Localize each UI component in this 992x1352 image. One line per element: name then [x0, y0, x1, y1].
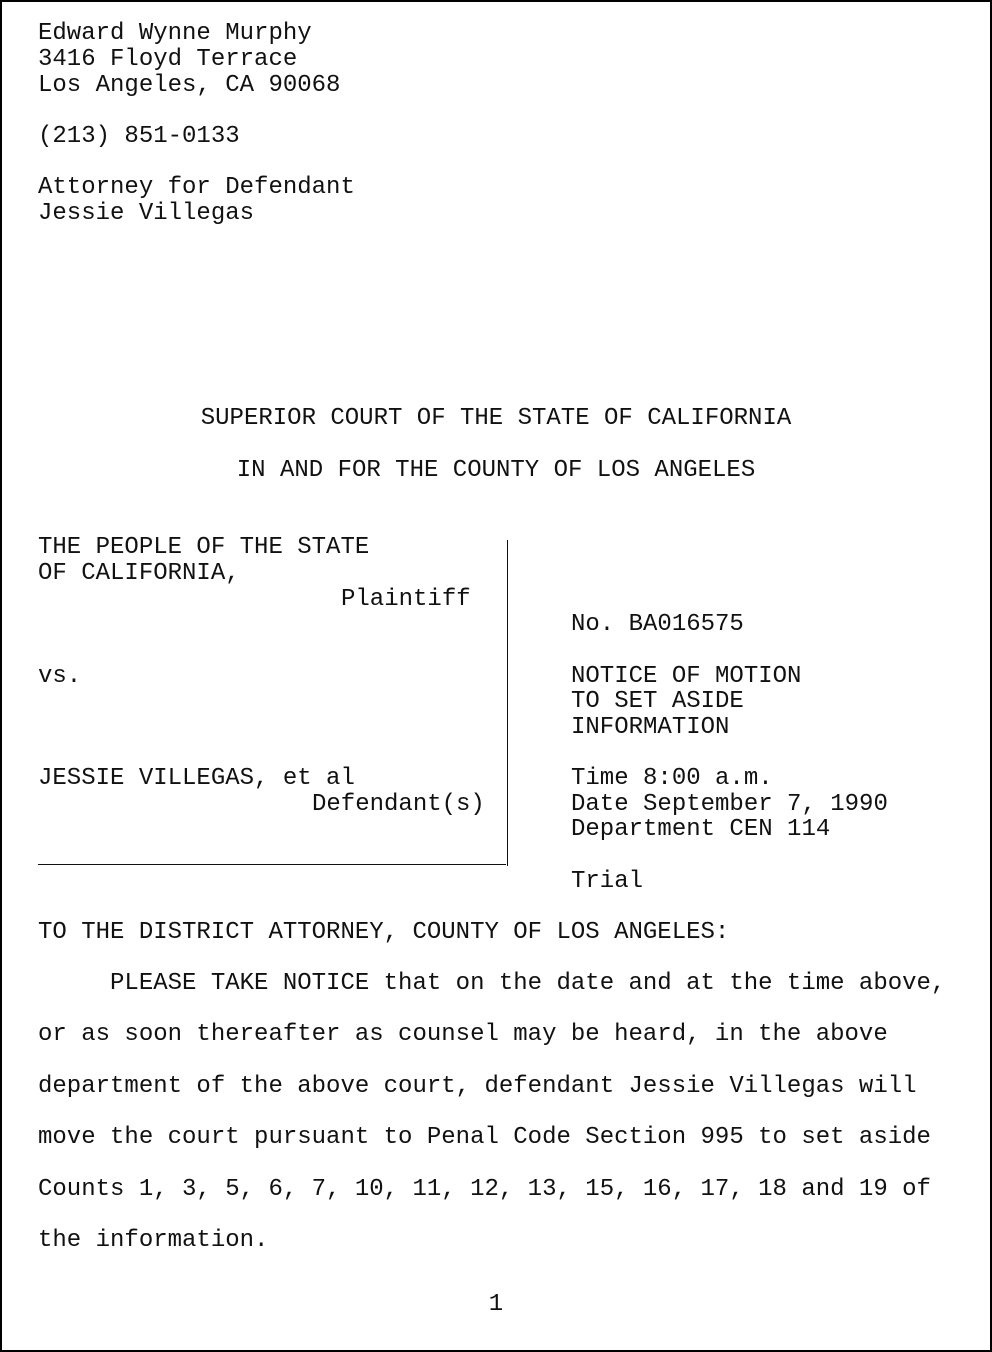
caption-vertical-divider: [507, 540, 508, 866]
body-line: the information.: [38, 1227, 269, 1254]
motion-title-3: INFORMATION: [571, 714, 730, 741]
body-line: Counts 1, 3, 5, 6, 7, 10, 11, 12, 13, 15, 16, 17, 18 and 19 of: [38, 1176, 931, 1203]
court-county: IN AND FOR THE COUNTY OF LOS ANGELES: [236, 457, 756, 484]
hearing-department: Department CEN 114: [571, 816, 831, 843]
plaintiff-line-2: OF CALIFORNIA,: [38, 560, 240, 587]
motion-title-2: TO SET ASIDE: [571, 688, 744, 715]
addressee-line: TO THE DISTRICT ATTORNEY, COUNTY OF LOS ANGELES:: [38, 919, 730, 946]
attorney-city: Los Angeles, CA 90068: [38, 72, 341, 99]
attorney-client: Jessie Villegas: [38, 200, 255, 227]
motion-title-1: NOTICE OF MOTION: [571, 663, 802, 690]
attorney-phone: (213) 851-0133: [38, 123, 240, 150]
case-number: No. BA016575: [571, 611, 744, 638]
hearing-date: Date September 7, 1990: [571, 791, 888, 818]
page-number: 1: [488, 1291, 504, 1318]
body-line: PLEASE TAKE NOTICE that on the date and at the time above,: [38, 970, 946, 997]
caption-horizontal-rule: [38, 864, 506, 865]
body-line: department of the above court, defendant Jessie Villegas will: [38, 1073, 917, 1100]
plaintiff-label: Plaintiff: [341, 586, 471, 613]
body-line: move the court pursuant to Penal Code Section 995 to set aside: [38, 1124, 931, 1151]
attorney-name: Edward Wynne Murphy: [38, 20, 312, 47]
versus-label: vs.: [38, 663, 82, 690]
hearing-time: Time 8:00 a.m.: [571, 765, 773, 792]
defendant-name: JESSIE VILLEGAS, et al: [38, 765, 355, 792]
defendant-label: Defendant(s): [312, 791, 485, 818]
proceeding-type: Trial: [571, 868, 644, 895]
court-name: SUPERIOR COURT OF THE STATE OF CALIFORNIA: [200, 405, 792, 432]
body-line: or as soon thereafter as counsel may be heard, in the above: [38, 1021, 888, 1048]
plaintiff-line-1: THE PEOPLE OF THE STATE: [38, 534, 370, 561]
attorney-street: 3416 Floyd Terrace: [38, 46, 298, 73]
attorney-role: Attorney for Defendant: [38, 174, 355, 201]
